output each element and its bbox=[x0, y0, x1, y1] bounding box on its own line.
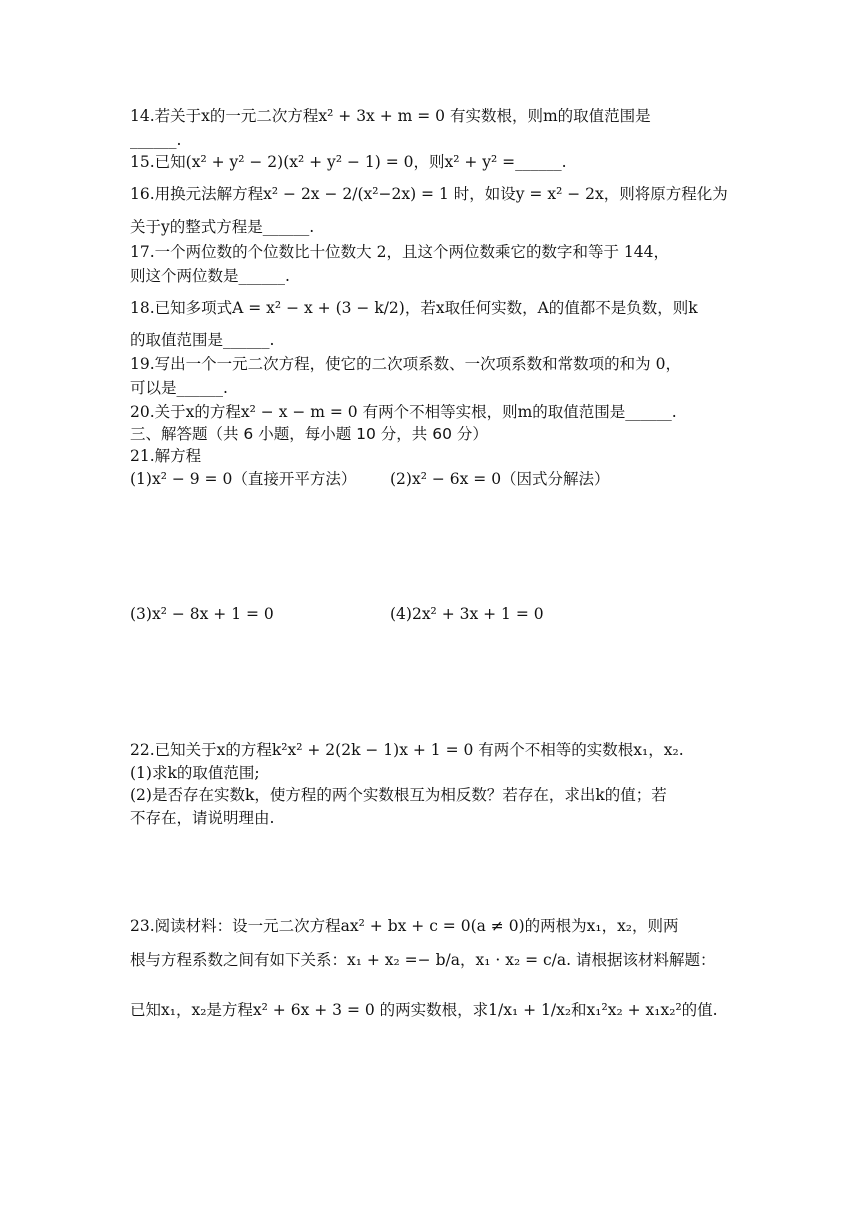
question-19-line-2: 可以是______. bbox=[130, 379, 228, 397]
question-22-part-2-line-1: (2)是否存在实数k，使方程的两个实数根互为相反数？若存在，求出k的值；若 bbox=[130, 786, 667, 804]
question-21-part-2: (2)x² − 6x = 0（因式分解法） bbox=[390, 470, 610, 488]
question-23-line-2: 根与方程系数之间有如下关系：x₁ + x₂ =− b/a，x₁ · x₂ = c/a. 请根据该材料解题： bbox=[130, 951, 716, 969]
question-23-line-3: 已知x₁，x₂是方程x² + 6x + 3 = 0 的两实数根，求1/x₁ + 1/x₂和x₁²x₂ + x₁x₂²的值. bbox=[130, 1001, 718, 1019]
question-21-part-3: (3)x² − 8x + 1 = 0 bbox=[130, 605, 274, 623]
question-18-line-1: 18.已知多项式A = x² − x + (3 − k/2)，若x取任何实数，A的值都不是负数，则k bbox=[130, 299, 698, 317]
question-21-title: 21.解方程 bbox=[130, 447, 202, 465]
question-22-part-1: (1)求k的取值范围; bbox=[130, 764, 260, 782]
question-21-part-4: (4)2x² + 3x + 1 = 0 bbox=[390, 605, 544, 623]
question-16-line-2: 关于y的整式方程是______. bbox=[130, 218, 315, 236]
question-15: 15.已知(x² + y² − 2)(x² + y² − 1) = 0，则x² + y² =______. bbox=[130, 153, 567, 171]
question-19-line-1: 19.写出一个一元二次方程，使它的二次项系数、一次项系数和常数项的和为 0， bbox=[130, 355, 681, 373]
question-21-part-1: (1)x² − 9 = 0（直接开平方法） bbox=[130, 470, 357, 488]
question-18-line-2: 的取值范围是______. bbox=[130, 331, 275, 349]
section-3-heading: 三、解答题（共 6 小题，每小题 10 分，共 60 分） bbox=[130, 425, 488, 443]
question-14-line-2: ______. bbox=[130, 131, 182, 149]
question-17-line-1: 17.一个两位数的个位数比十位数大 2，且这个两位数乘它的数字和等于 144， bbox=[130, 243, 669, 261]
question-16-line-1: 16.用换元法解方程x² − 2x − 2/(x²−2x) = 1 时，如设y = x² − 2x，则将原方程化为 bbox=[130, 185, 728, 203]
question-14-line-1: 14.若关于x的一元二次方程x² + 3x + m = 0 有实数根，则m的取值范围是 bbox=[130, 107, 651, 125]
question-22-part-2-line-2: 不存在，请说明理由. bbox=[130, 809, 275, 827]
question-22: 22.已知关于x的方程k²x² + 2(2k − 1)x + 1 = 0 有两个不相等的实数根x₁，x₂. bbox=[130, 741, 684, 759]
question-20: 20.关于x的方程x² − x − m = 0 有两个不相等实根，则m的取值范围是______. bbox=[130, 403, 677, 421]
question-17-line-2: 则这个两位数是______. bbox=[130, 267, 290, 285]
question-23-line-1: 23.阅读材料：设一元二次方程ax² + bx + c = 0(a ≠ 0)的两根为x₁，x₂，则两 bbox=[130, 917, 679, 935]
